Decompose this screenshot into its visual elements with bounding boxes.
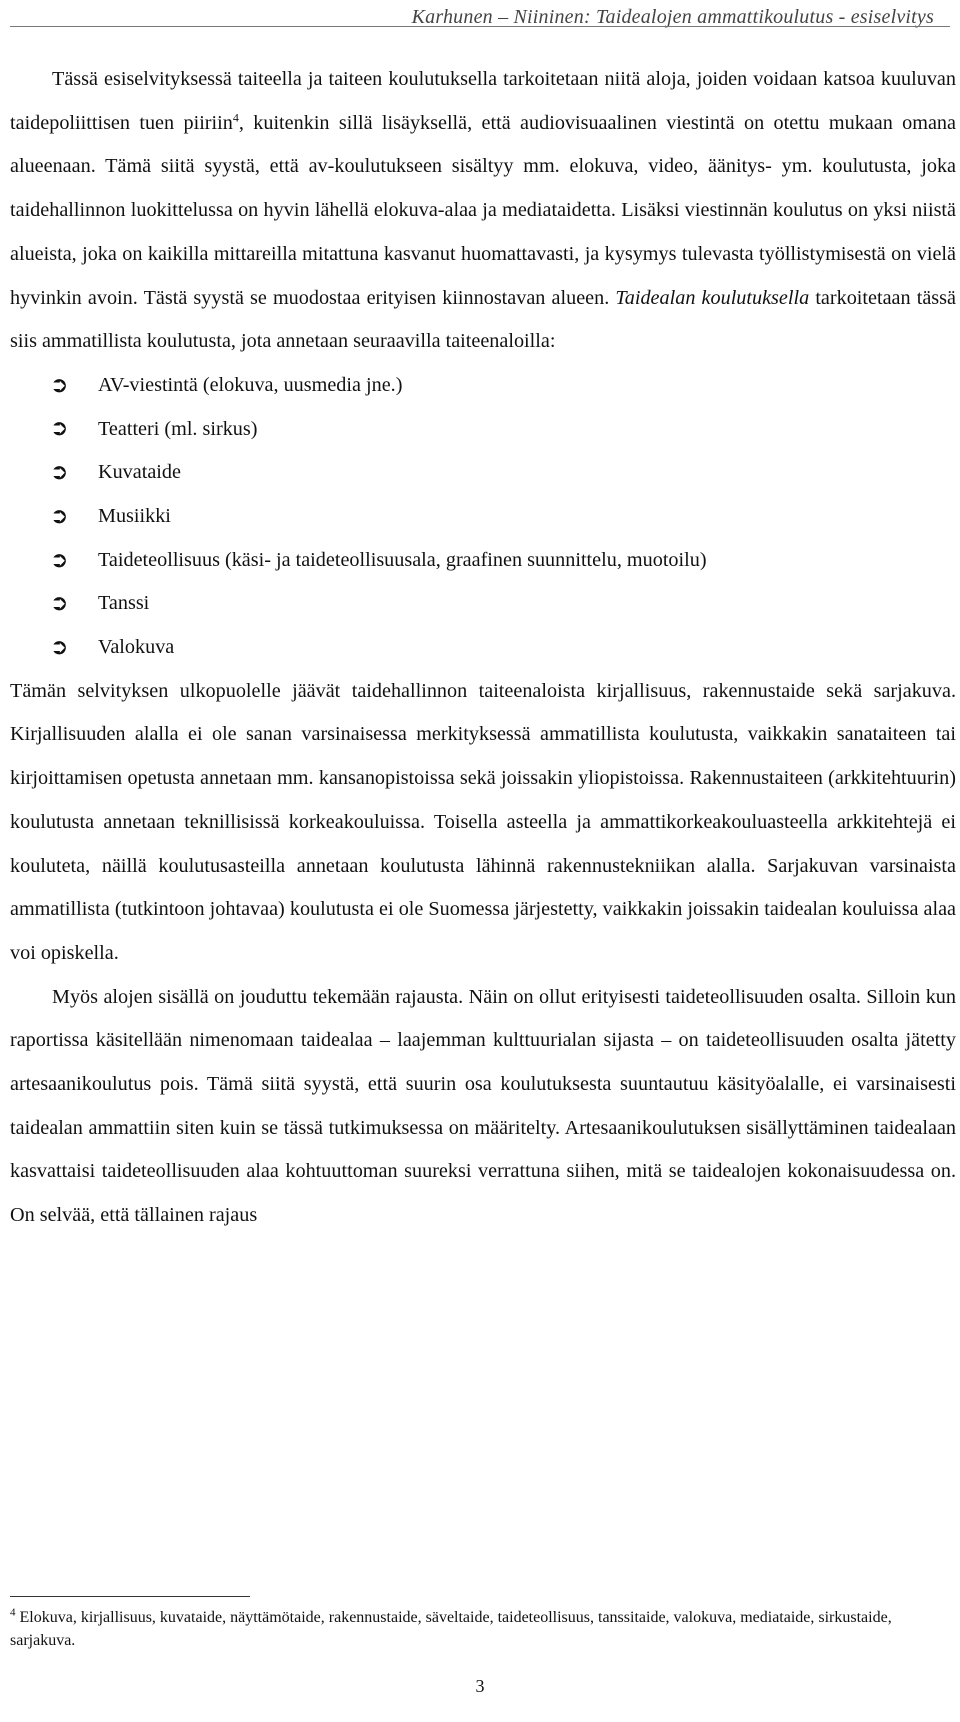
arrow-bullet-icon: ➲ — [50, 503, 69, 529]
arrow-bullet-icon: ➲ — [50, 547, 69, 573]
arrow-bullet-icon: ➲ — [50, 460, 69, 486]
list-item-text: Musiikki — [98, 504, 171, 527]
paragraph-text: tarkoitetaan tässä siis ammatillista koulutusta, jota annetaan seuraavilla taiteenaloilla: — [10, 286, 956, 353]
body-text — [10, 58, 956, 1238]
footnote-number: 4 — [10, 1606, 16, 1619]
arrow-bullet-icon: ➲ — [50, 634, 69, 660]
list-item — [10, 495, 956, 539]
footnote — [10, 1606, 930, 1652]
arrow-bullet-icon: ➲ — [50, 416, 69, 442]
footnote-reference[interactable]: 4 — [232, 109, 239, 124]
list-item-text: Tanssi — [98, 592, 150, 615]
paragraph-exclusions: Tämän selvityksen ulkopuolelle jäävät taidehallinnon taiteenaloista kirjallisuus, rakennustaide sekä sarjakuva. Kirjallisuuden alalla ei ole sanan varsinaisessa merkityksessä ammatillista koulutusta, vaikkakin sanataiteen tai kirjoittamisen opetusta annetaan mm. kansanopistoissa sekä joissakin yliopistoissa. Rakennustaiteen (arkkitehtuurin) koulutusta annetaan teknillisissä korkeakouluissa. Toisella asteella ja ammattikorkeakouluasteella arkkitehtejä ei kouluteta, näillä koulutusasteilla annetaan koulutusta lähinnä rakennustekniikan alalla. Sarjakuvan varsinaista ammatillista (tutkintoon johtavaa) koulutusta ei ole Suomessa järjestetty, vaikkakin joissakin taidealan kouluissa alaa voi opiskella. — [10, 679, 956, 964]
list-item-text: Kuvataide — [98, 461, 181, 484]
list-item — [10, 451, 956, 495]
list-item — [10, 364, 956, 408]
list-item-text: Taideteollisuus (käsi- ja taideteollisuusala, graafinen suunnittelu, muotoilu) — [98, 548, 707, 571]
list-item-text: AV-viestintä (elokuva, uusmedia jne.) — [98, 373, 403, 396]
arrow-bullet-icon: ➲ — [50, 372, 69, 398]
header-rule — [10, 26, 950, 27]
page-number: 3 — [475, 1676, 485, 1696]
paragraph-text: Tässä esiselvityksessä taiteella ja taiteen koulutuksella tarkoitetaan niitä aloja, joiden voidaan katsoa kuuluvan taidepoliittisen tuen piiriin — [10, 68, 956, 134]
paragraph-scope: Myös alojen sisällä on jouduttu tekemään rajausta. Näin on ollut erityisesti taideteollisuuden osalta. Silloin kun raportissa käsitellään nimenomaan taidealaa – laajemman kulttuurialan sijasta – on taideteollisuuden osalta jätetty artesaanikoulutus pois. Tämä siitä syystä, että suurin osa koulutuksesta suuntautuu käsityöalalle, ei varsinaisesti taidealan ammattiin siten kuin se tässä tutkimuksessa on määritelty. Artesaanikoulutuksen sisällyttäminen taidealaan kasvattaisi taideteollisuuden alaa kohtuuttoman suureksi verrattuna siihen, mitä se taidealojen kokonaisuudessa on. On selvää, että tällainen rajaus — [10, 985, 956, 1227]
emphasis-term: Taidealan koulutuksella — [615, 286, 810, 309]
list-item — [10, 539, 956, 583]
art-fields-list — [10, 364, 956, 670]
list-item — [10, 582, 956, 626]
footnote-text: Elokuva, kirjallisuus, kuvataide, näyttämötaide, rakennustaide, säveltaide, taideteollisuus, tanssitaide, valokuva, mediataide, sirkustaide, sarjakuva. — [10, 1609, 892, 1649]
footnote-rule — [10, 1596, 250, 1597]
list-item-text: Valokuva — [98, 636, 175, 659]
list-item — [10, 408, 956, 452]
arrow-bullet-icon: ➲ — [50, 591, 69, 617]
list-item-text: Teatteri (ml. sirkus) — [98, 417, 258, 440]
paragraph-definition — [10, 58, 956, 364]
list-item — [10, 626, 956, 670]
paragraph-text: , kuitenkin sillä lisäyksellä, että audiovisuaalinen viestintä on otettu mukaan omana alueenaan. Tämä siitä syystä, että av-koulutukseen sisältyy mm. elokuva, video, äänitys- ym. koulutusta, joka taidehallinnon luokittelussa on hyvin lähellä elokuva-alaa ja mediataidetta. Lisäksi viestinnän koulutus on yksi niistä alueista, joka on kaikilla mittareilla mitattuna kasvanut huomattavasti, ja kysymys tulevasta työllistymisestä on vielä hyvinkin avoin. Tästä syystä se muodostaa erityisen kiinnostavan alueen. — [10, 111, 956, 309]
running-header: Karhunen – Niininen: Taidealojen ammattikoulutus - esiselvitys — [411, 6, 934, 28]
